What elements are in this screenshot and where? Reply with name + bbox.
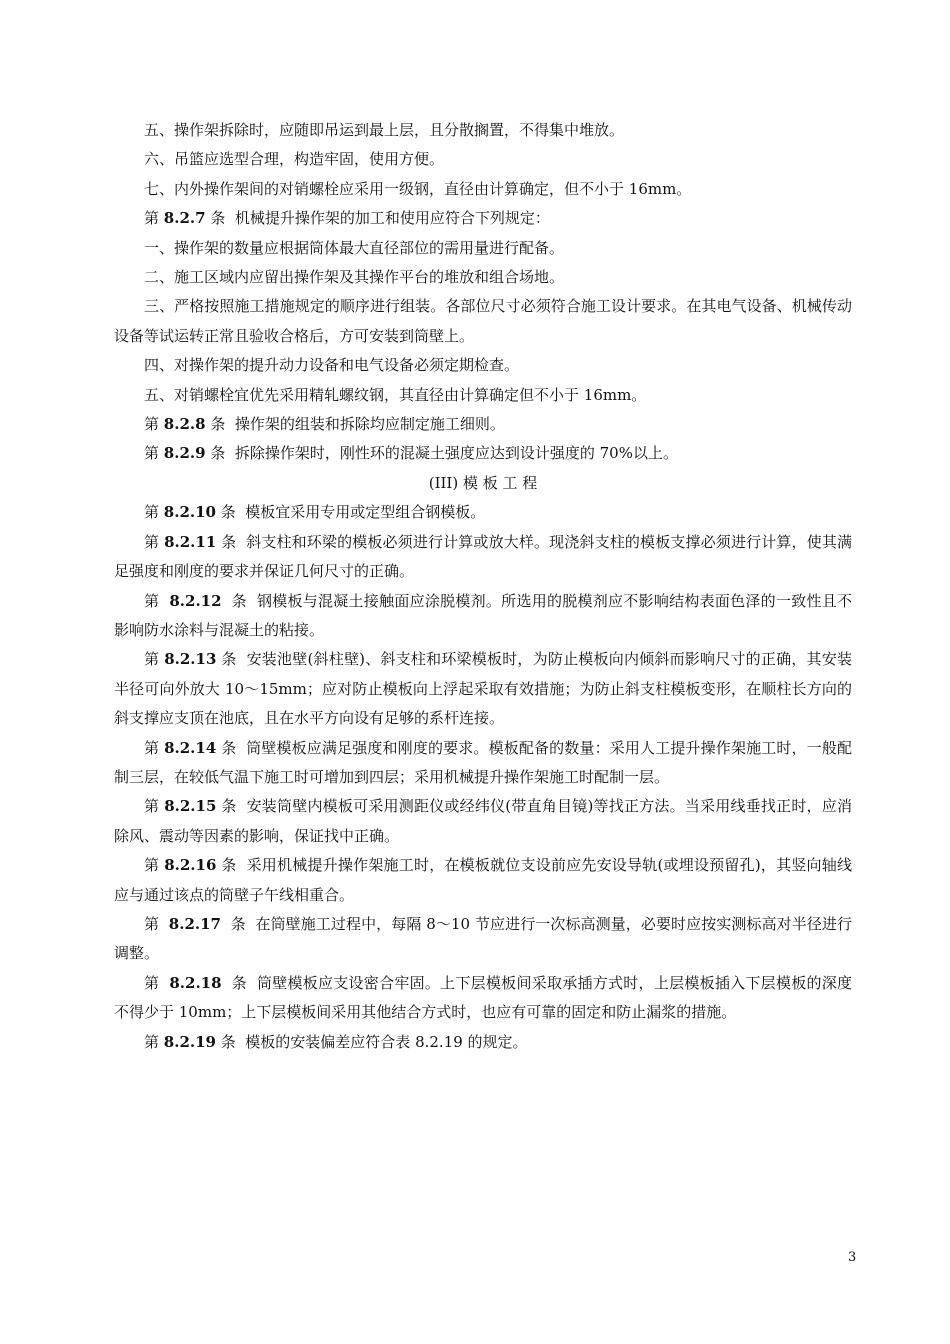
section-heading: (III) 模 板 工 程 xyxy=(428,473,538,492)
clause-suffix: 条 xyxy=(215,503,246,522)
body-paragraph: 七、内外操作架间的对销螺栓应采用一级钢，直径由计算确定，但不小于 16mm。 xyxy=(144,179,692,198)
clause-number: 8.2.17 xyxy=(168,914,221,933)
clause-prefix: 第 xyxy=(144,532,165,551)
clause-number: 8.2.13 xyxy=(164,650,217,669)
clause-paragraph xyxy=(114,204,852,233)
clause-prefix: 第 xyxy=(144,1032,164,1051)
clause-paragraph xyxy=(114,645,852,733)
clause-prefix: 第 xyxy=(144,209,164,228)
clause-number: 8.2.9 xyxy=(163,444,206,463)
clause-number: 8.2.7 xyxy=(163,209,206,228)
clause-prefix: 第 xyxy=(144,503,164,522)
clause-paragraph xyxy=(114,587,852,646)
clause-number: 8.2.8 xyxy=(163,415,206,434)
clause-text: 操作架的组装和拆除均应制定施工细则。 xyxy=(234,415,505,434)
clause-number: 8.2.11 xyxy=(164,532,217,551)
body-paragraph: 五、对销螺栓宜优先采用精轧螺纹钢，其直径由计算确定但不小于 16mm。 xyxy=(144,385,647,404)
body-paragraph: 二、施工区域内应留出操作架及其操作平台的堆放和组合场地。 xyxy=(144,268,565,287)
clause-paragraph xyxy=(114,734,852,793)
clause-paragraph xyxy=(114,410,852,439)
clause-prefix: 第 xyxy=(144,591,170,610)
clause-text: 在筒壁施工过程中，每隔 8～10 节应进行一次标高测量，必要时应按实测标高对半径进行调整。 xyxy=(114,914,852,963)
clause-suffix: 条 xyxy=(205,415,235,434)
document-body xyxy=(114,116,852,1057)
page-number: 3 xyxy=(848,1250,857,1265)
clause-text: 安装池壁(斜柱壁)、斜支柱和环梁模板时，为防止模板向内倾斜而影响尺寸的正确，其安装半径可向外放大 10～15mm；应对防止模板向上浮起采取有效措施；为防止斜支柱模板变形，在顺柱长方向的斜支撑应支顶在池底，且在水平方向设有足够的系杆连接。 xyxy=(114,650,852,728)
clause-paragraph xyxy=(114,1028,852,1057)
clause-paragraph xyxy=(114,910,852,969)
clause-suffix: 条 xyxy=(216,856,247,875)
clause-suffix: 条 xyxy=(221,914,256,933)
clause-text: 筒壁模板应支设密合牢固。上下层模板间采取承插方式时，上层模板插入下层模板的深度不得少于 10mm；上下层模板间采用其他结合方式时，也应有可靠的固定和防止漏浆的措施。 xyxy=(114,973,852,1022)
clause-number: 8.2.14 xyxy=(164,738,217,757)
clause-number: 8.2.15 xyxy=(164,797,217,816)
clause-suffix: 条 xyxy=(216,797,247,816)
clause-prefix: 第 xyxy=(144,650,165,669)
clause-prefix: 第 xyxy=(144,914,169,933)
clause-number: 8.2.10 xyxy=(163,503,216,522)
clause-prefix: 第 xyxy=(144,856,165,875)
clause-prefix: 第 xyxy=(144,415,164,434)
clause-suffix: 条 xyxy=(221,973,257,992)
clause-number: 8.2.18 xyxy=(169,973,222,992)
clause-paragraph xyxy=(114,528,852,587)
clause-paragraph xyxy=(114,498,852,527)
clause-text: 采用机械提升操作架施工时，在模板就位支设前应先安设导轨(或埋设预留孔)，其竖向轴线应与通过该点的筒壁子午线相重合。 xyxy=(114,856,852,904)
clause-prefix: 第 xyxy=(144,738,165,757)
clause-prefix: 第 xyxy=(144,797,165,816)
clause-suffix: 条 xyxy=(205,444,235,463)
clause-suffix: 条 xyxy=(216,650,247,669)
clause-suffix: 条 xyxy=(215,1032,246,1051)
clause-number: 8.2.12 xyxy=(169,591,222,610)
clause-paragraph xyxy=(114,851,852,910)
clause-paragraph xyxy=(114,969,852,1028)
clause-prefix: 第 xyxy=(144,444,164,463)
clause-text: 模板宜采用专用或定型组合钢模板。 xyxy=(245,503,486,522)
clause-suffix: 条 xyxy=(216,532,247,551)
clause-text: 安装筒壁内模板可采用测距仪或经纬仪(带直角目镜)等找正方法。当采用线垂找正时，应消除风、震动等因素的影响，保证找中正确。 xyxy=(114,797,852,845)
clause-suffix: 条 xyxy=(205,209,235,228)
body-paragraph: 三、严格按照施工措施规定的顺序进行组装。各部位尺寸必须符合施工设计要求。在其电气设备、机械传动设备等试运转正常且验收合格后，方可安装到筒壁上。 xyxy=(114,297,852,345)
clause-text: 斜支柱和环梁的模板必须进行计算或放大样。现浇斜支柱的模板支撑必须进行计算，使其满足强度和刚度的要求并保证几何尺寸的正确。 xyxy=(114,532,852,581)
clause-number: 8.2.19 xyxy=(163,1032,216,1051)
clause-text: 筒壁模板应满足强度和刚度的要求。模板配备的数量：采用人工提升操作架施工时，一般配制三层，在较低气温下施工时可增加到四层；采用机械提升操作架施工时配制一层。 xyxy=(114,738,852,786)
clause-text: 拆除操作架时，刚性环的混凝土强度应达到设计强度的 70%以上。 xyxy=(234,444,678,463)
body-paragraph: 四、对操作架的提升动力设备和电气设备必须定期检查。 xyxy=(144,356,520,375)
clause-paragraph xyxy=(114,439,852,468)
clause-suffix: 条 xyxy=(221,591,257,610)
clause-number: 8.2.16 xyxy=(164,856,217,875)
body-paragraph: 五、操作架拆除时，应随即吊运到最上层，且分散搁置，不得集中堆放。 xyxy=(144,121,625,139)
clause-text: 机械提升操作架的加工和使用应符合下列规定： xyxy=(234,209,550,228)
clause-text: 模板的安装偏差应符合表 8.2.19 的规定。 xyxy=(245,1032,528,1051)
clause-text: 钢模板与混凝土接触面应涂脱模剂。所选用的脱模剂应不影响结构表面色泽的一致性且不影响防水涂料与混凝土的粘接。 xyxy=(114,591,852,639)
clause-prefix: 第 xyxy=(144,973,170,992)
body-paragraph: 六、吊篮应选型合理，构造牢固，使用方便。 xyxy=(144,150,445,169)
body-paragraph: 一、操作架的数量应根据筒体最大直径部位的需用量进行配备。 xyxy=(144,238,565,257)
clause-suffix: 条 xyxy=(216,738,247,757)
clause-paragraph xyxy=(114,792,852,851)
